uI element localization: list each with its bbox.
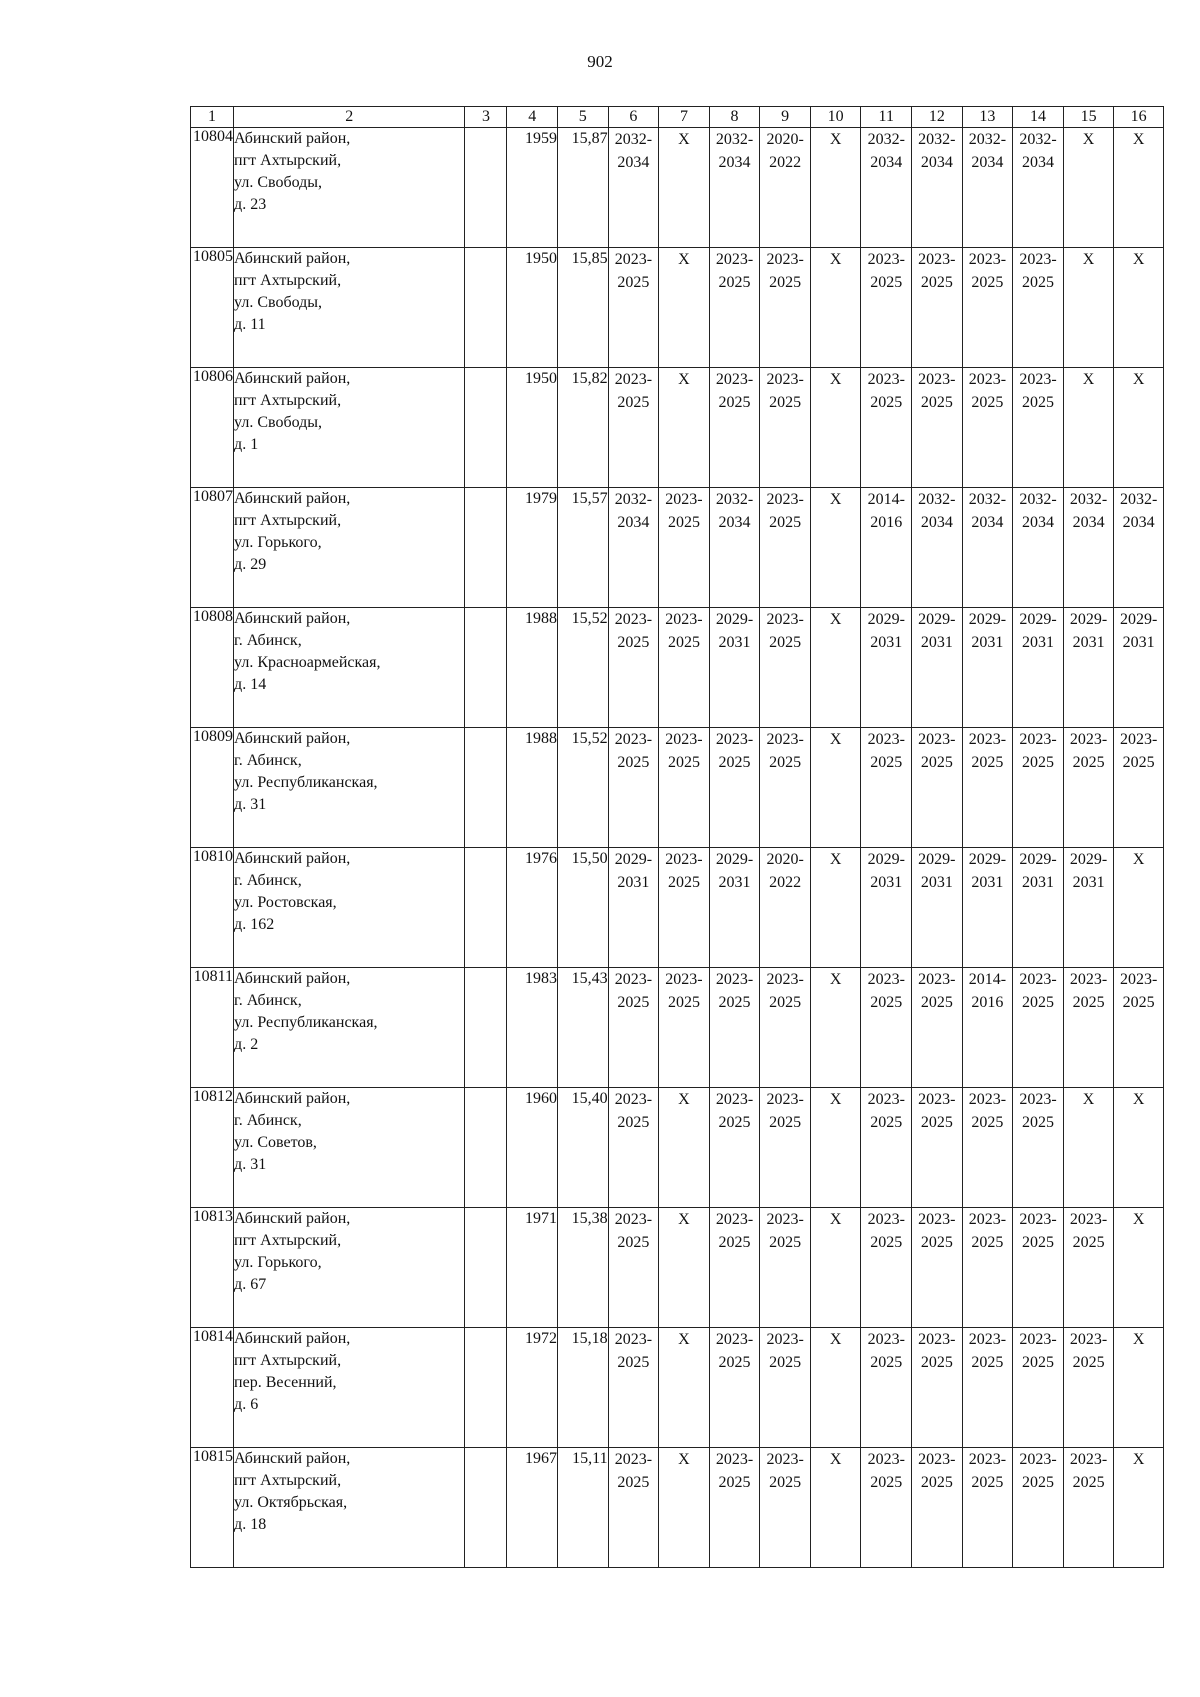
table-row [191,1328,1164,1448]
year-cell: 1972 [507,1328,558,1448]
row-id: 10810 [191,848,234,968]
area-cell: 15,38 [558,1208,609,1328]
period-cell-col-16: X [1114,848,1164,968]
table-row [191,848,1164,968]
period-cell-col-16: X [1114,1448,1164,1568]
column-header-16: 16 [1114,107,1164,128]
period-cell-col-6: 2032- 2034 [608,128,659,248]
period-cell-col-7: X [659,1208,710,1328]
period-cell-col-6: 2023- 2025 [608,248,659,368]
period-cell-col-14: 2023- 2025 [1013,1328,1064,1448]
period-cell-col-8: 2032- 2034 [709,128,760,248]
area-cell: 15,18 [558,1328,609,1448]
period-cell-col-16: 2023- 2025 [1114,968,1164,1088]
year-cell: 1979 [507,488,558,608]
period-cell-col-9: 2023- 2025 [760,1208,811,1328]
period-cell-col-10: X [810,1328,861,1448]
address-cell: Абинский район, г. Абинск, ул. Красноармейская, д. 14 [234,608,465,728]
period-cell-col-14: 2032- 2034 [1013,128,1064,248]
table-body [191,128,1164,1568]
period-cell-col-9: 2023- 2025 [760,1088,811,1208]
period-cell-col-11: 2023- 2025 [861,1208,912,1328]
table-row [191,1088,1164,1208]
period-cell-col-14: 2023- 2025 [1013,1208,1064,1328]
period-cell-col-12: 2023- 2025 [912,1088,963,1208]
row-id: 10814 [191,1328,234,1448]
period-cell-col-6: 2023- 2025 [608,968,659,1088]
period-cell-col-16: X [1114,128,1164,248]
period-cell-col-16: X [1114,1088,1164,1208]
column-3-cell [465,1328,507,1448]
period-cell-col-7: 2023- 2025 [659,968,710,1088]
period-cell-col-9: 2020- 2022 [760,848,811,968]
row-id: 10805 [191,248,234,368]
area-cell: 15,50 [558,848,609,968]
registry-table [190,106,1164,1568]
period-cell-col-15: 2023- 2025 [1063,1328,1114,1448]
column-3-cell [465,608,507,728]
period-cell-col-8: 2023- 2025 [709,1208,760,1328]
row-id: 10806 [191,368,234,488]
period-cell-col-13: 2023- 2025 [962,1088,1013,1208]
period-cell-col-7: 2023- 2025 [659,848,710,968]
period-cell-col-10: X [810,1448,861,1568]
period-cell-col-9: 2023- 2025 [760,728,811,848]
area-cell: 15,11 [558,1448,609,1568]
period-cell-col-11: 2023- 2025 [861,968,912,1088]
period-cell-col-12: 2023- 2025 [912,1328,963,1448]
address-cell: Абинский район, пгт Ахтырский, ул. Горького, д. 29 [234,488,465,608]
row-id: 10804 [191,128,234,248]
period-cell-col-7: 2023- 2025 [659,728,710,848]
period-cell-col-11: 2023- 2025 [861,728,912,848]
period-cell-col-12: 2032- 2034 [912,488,963,608]
period-cell-col-7: X [659,368,710,488]
row-id: 10809 [191,728,234,848]
address-cell: Абинский район, пгт Ахтырский, ул. Свободы, д. 11 [234,248,465,368]
year-cell: 1950 [507,248,558,368]
period-cell-col-16: 2029- 2031 [1114,608,1164,728]
period-cell-col-10: X [810,728,861,848]
period-cell-col-11: 2014- 2016 [861,488,912,608]
period-cell-col-7: X [659,1328,710,1448]
column-3-cell [465,728,507,848]
year-cell: 1967 [507,1448,558,1568]
table-row [191,488,1164,608]
period-cell-col-13: 2029- 2031 [962,608,1013,728]
period-cell-col-11: 2029- 2031 [861,848,912,968]
year-cell: 1988 [507,608,558,728]
table-row [191,728,1164,848]
column-3-cell [465,368,507,488]
period-cell-col-16: X [1114,1208,1164,1328]
area-cell: 15,40 [558,1088,609,1208]
period-cell-col-9: 2023- 2025 [760,968,811,1088]
address-cell: Абинский район, г. Абинск, ул. Советов, д. 31 [234,1088,465,1208]
period-cell-col-6: 2023- 2025 [608,1448,659,1568]
year-cell: 1960 [507,1088,558,1208]
period-cell-col-11: 2023- 2025 [861,1448,912,1568]
period-cell-col-11: 2023- 2025 [861,1328,912,1448]
address-cell: Абинский район, пгт Ахтырский, ул. Октябрьская, д. 18 [234,1448,465,1568]
column-header-1: 1 [191,107,234,128]
column-header-15: 15 [1063,107,1114,128]
column-header-13: 13 [962,107,1013,128]
period-cell-col-15: X [1063,368,1114,488]
period-cell-col-14: 2023- 2025 [1013,968,1064,1088]
period-cell-col-14: 2023- 2025 [1013,1448,1064,1568]
area-cell: 15,52 [558,608,609,728]
period-cell-col-15: 2023- 2025 [1063,968,1114,1088]
period-cell-col-10: X [810,368,861,488]
header-row [191,107,1164,128]
period-cell-col-16: X [1114,1328,1164,1448]
period-cell-col-16: 2032- 2034 [1114,488,1164,608]
address-cell: Абинский район, пгт Ахтырский, ул. Свободы, д. 23 [234,128,465,248]
period-cell-col-14: 2023- 2025 [1013,368,1064,488]
period-cell-col-13: 2023- 2025 [962,1448,1013,1568]
period-cell-col-11: 2023- 2025 [861,248,912,368]
period-cell-col-15: X [1063,128,1114,248]
period-cell-col-12: 2032- 2034 [912,128,963,248]
year-cell: 1971 [507,1208,558,1328]
period-cell-col-12: 2029- 2031 [912,848,963,968]
address-cell: Абинский район, пгт Ахтырский, ул. Горького, д. 67 [234,1208,465,1328]
period-cell-col-16: 2023- 2025 [1114,728,1164,848]
column-header-12: 12 [912,107,963,128]
period-cell-col-6: 2029- 2031 [608,848,659,968]
period-cell-col-13: 2032- 2034 [962,488,1013,608]
period-cell-col-14: 2029- 2031 [1013,608,1064,728]
period-cell-col-13: 2023- 2025 [962,248,1013,368]
period-cell-col-7: X [659,128,710,248]
period-cell-col-8: 2023- 2025 [709,1448,760,1568]
period-cell-col-8: 2032- 2034 [709,488,760,608]
period-cell-col-16: X [1114,368,1164,488]
area-cell: 15,82 [558,368,609,488]
area-cell: 15,87 [558,128,609,248]
column-header-9: 9 [760,107,811,128]
period-cell-col-10: X [810,1088,861,1208]
area-cell: 15,52 [558,728,609,848]
period-cell-col-8: 2029- 2031 [709,608,760,728]
table-row [191,248,1164,368]
period-cell-col-10: X [810,128,861,248]
period-cell-col-8: 2023- 2025 [709,728,760,848]
column-3-cell [465,1448,507,1568]
period-cell-col-8: 2023- 2025 [709,248,760,368]
column-3-cell [465,848,507,968]
column-header-5: 5 [558,107,609,128]
period-cell-col-9: 2023- 2025 [760,368,811,488]
column-header-3: 3 [465,107,507,128]
period-cell-col-10: X [810,848,861,968]
table-row [191,368,1164,488]
address-cell: Абинский район, пгт Ахтырский, пер. Весенний, д. 6 [234,1328,465,1448]
column-header-10: 10 [810,107,861,128]
table-row [191,968,1164,1088]
period-cell-col-6: 2023- 2025 [608,1088,659,1208]
period-cell-col-11: 2023- 2025 [861,1088,912,1208]
area-cell: 15,43 [558,968,609,1088]
row-id: 10813 [191,1208,234,1328]
period-cell-col-16: X [1114,248,1164,368]
period-cell-col-8: 2023- 2025 [709,968,760,1088]
period-cell-col-7: 2023- 2025 [659,608,710,728]
row-id: 10812 [191,1088,234,1208]
period-cell-col-12: 2023- 2025 [912,368,963,488]
period-cell-col-15: 2032- 2034 [1063,488,1114,608]
year-cell: 1950 [507,368,558,488]
period-cell-col-9: 2023- 2025 [760,488,811,608]
year-cell: 1959 [507,128,558,248]
year-cell: 1976 [507,848,558,968]
column-3-cell [465,488,507,608]
period-cell-col-13: 2023- 2025 [962,1328,1013,1448]
period-cell-col-6: 2023- 2025 [608,1328,659,1448]
period-cell-col-11: 2029- 2031 [861,608,912,728]
address-cell: Абинский район, пгт Ахтырский, ул. Свободы, д. 1 [234,368,465,488]
column-3-cell [465,128,507,248]
table-row [191,1448,1164,1568]
period-cell-col-15: 2029- 2031 [1063,608,1114,728]
period-cell-col-11: 2032- 2034 [861,128,912,248]
period-cell-col-15: 2023- 2025 [1063,728,1114,848]
address-cell: Абинский район, г. Абинск, ул. Республиканская, д. 31 [234,728,465,848]
period-cell-col-12: 2023- 2025 [912,728,963,848]
period-cell-col-9: 2023- 2025 [760,248,811,368]
period-cell-col-14: 2023- 2025 [1013,1088,1064,1208]
table-header [191,107,1164,128]
period-cell-col-12: 2023- 2025 [912,968,963,1088]
period-cell-col-12: 2029- 2031 [912,608,963,728]
period-cell-col-9: 2023- 2025 [760,1448,811,1568]
period-cell-col-13: 2029- 2031 [962,848,1013,968]
period-cell-col-8: 2023- 2025 [709,368,760,488]
period-cell-col-7: X [659,1448,710,1568]
period-cell-col-15: 2023- 2025 [1063,1448,1114,1568]
period-cell-col-13: 2023- 2025 [962,728,1013,848]
period-cell-col-13: 2032- 2034 [962,128,1013,248]
column-3-cell [465,968,507,1088]
column-header-8: 8 [709,107,760,128]
column-3-cell [465,248,507,368]
period-cell-col-15: 2029- 2031 [1063,848,1114,968]
period-cell-col-6: 2023- 2025 [608,728,659,848]
table-row [191,128,1164,248]
period-cell-col-14: 2032- 2034 [1013,488,1064,608]
period-cell-col-10: X [810,488,861,608]
row-id: 10811 [191,968,234,1088]
page-number: 902 [587,52,613,71]
period-cell-col-12: 2023- 2025 [912,1448,963,1568]
period-cell-col-6: 2023- 2025 [608,368,659,488]
period-cell-col-10: X [810,968,861,1088]
period-cell-col-9: 2023- 2025 [760,1328,811,1448]
column-header-2: 2 [234,107,465,128]
period-cell-col-14: 2023- 2025 [1013,728,1064,848]
period-cell-col-6: 2032- 2034 [608,488,659,608]
address-cell: Абинский район, г. Абинск, ул. Республиканская, д. 2 [234,968,465,1088]
period-cell-col-10: X [810,1208,861,1328]
column-header-11: 11 [861,107,912,128]
address-cell: Абинский район, г. Абинск, ул. Ростовская, д. 162 [234,848,465,968]
period-cell-col-11: 2023- 2025 [861,368,912,488]
column-header-6: 6 [608,107,659,128]
period-cell-col-13: 2023- 2025 [962,1208,1013,1328]
column-header-14: 14 [1013,107,1064,128]
period-cell-col-13: 2014- 2016 [962,968,1013,1088]
period-cell-col-15: X [1063,248,1114,368]
table-row [191,608,1164,728]
year-cell: 1988 [507,728,558,848]
period-cell-col-12: 2023- 2025 [912,248,963,368]
period-cell-col-10: X [810,248,861,368]
period-cell-col-14: 2023- 2025 [1013,248,1064,368]
table-row [191,1208,1164,1328]
row-id: 10815 [191,1448,234,1568]
period-cell-col-6: 2023- 2025 [608,608,659,728]
period-cell-col-13: 2023- 2025 [962,368,1013,488]
year-cell: 1983 [507,968,558,1088]
row-id: 10807 [191,488,234,608]
period-cell-col-15: 2023- 2025 [1063,1208,1114,1328]
period-cell-col-8: 2029- 2031 [709,848,760,968]
period-cell-col-7: X [659,1088,710,1208]
area-cell: 15,57 [558,488,609,608]
column-header-4: 4 [507,107,558,128]
period-cell-col-10: X [810,608,861,728]
period-cell-col-6: 2023- 2025 [608,1208,659,1328]
area-cell: 15,85 [558,248,609,368]
period-cell-col-9: 2023- 2025 [760,608,811,728]
period-cell-col-8: 2023- 2025 [709,1088,760,1208]
column-3-cell [465,1208,507,1328]
period-cell-col-7: X [659,248,710,368]
column-header-7: 7 [659,107,710,128]
period-cell-col-14: 2029- 2031 [1013,848,1064,968]
period-cell-col-8: 2023- 2025 [709,1328,760,1448]
period-cell-col-9: 2020- 2022 [760,128,811,248]
period-cell-col-7: 2023- 2025 [659,488,710,608]
row-id: 10808 [191,608,234,728]
period-cell-col-15: X [1063,1088,1114,1208]
column-3-cell [465,1088,507,1208]
period-cell-col-12: 2023- 2025 [912,1208,963,1328]
